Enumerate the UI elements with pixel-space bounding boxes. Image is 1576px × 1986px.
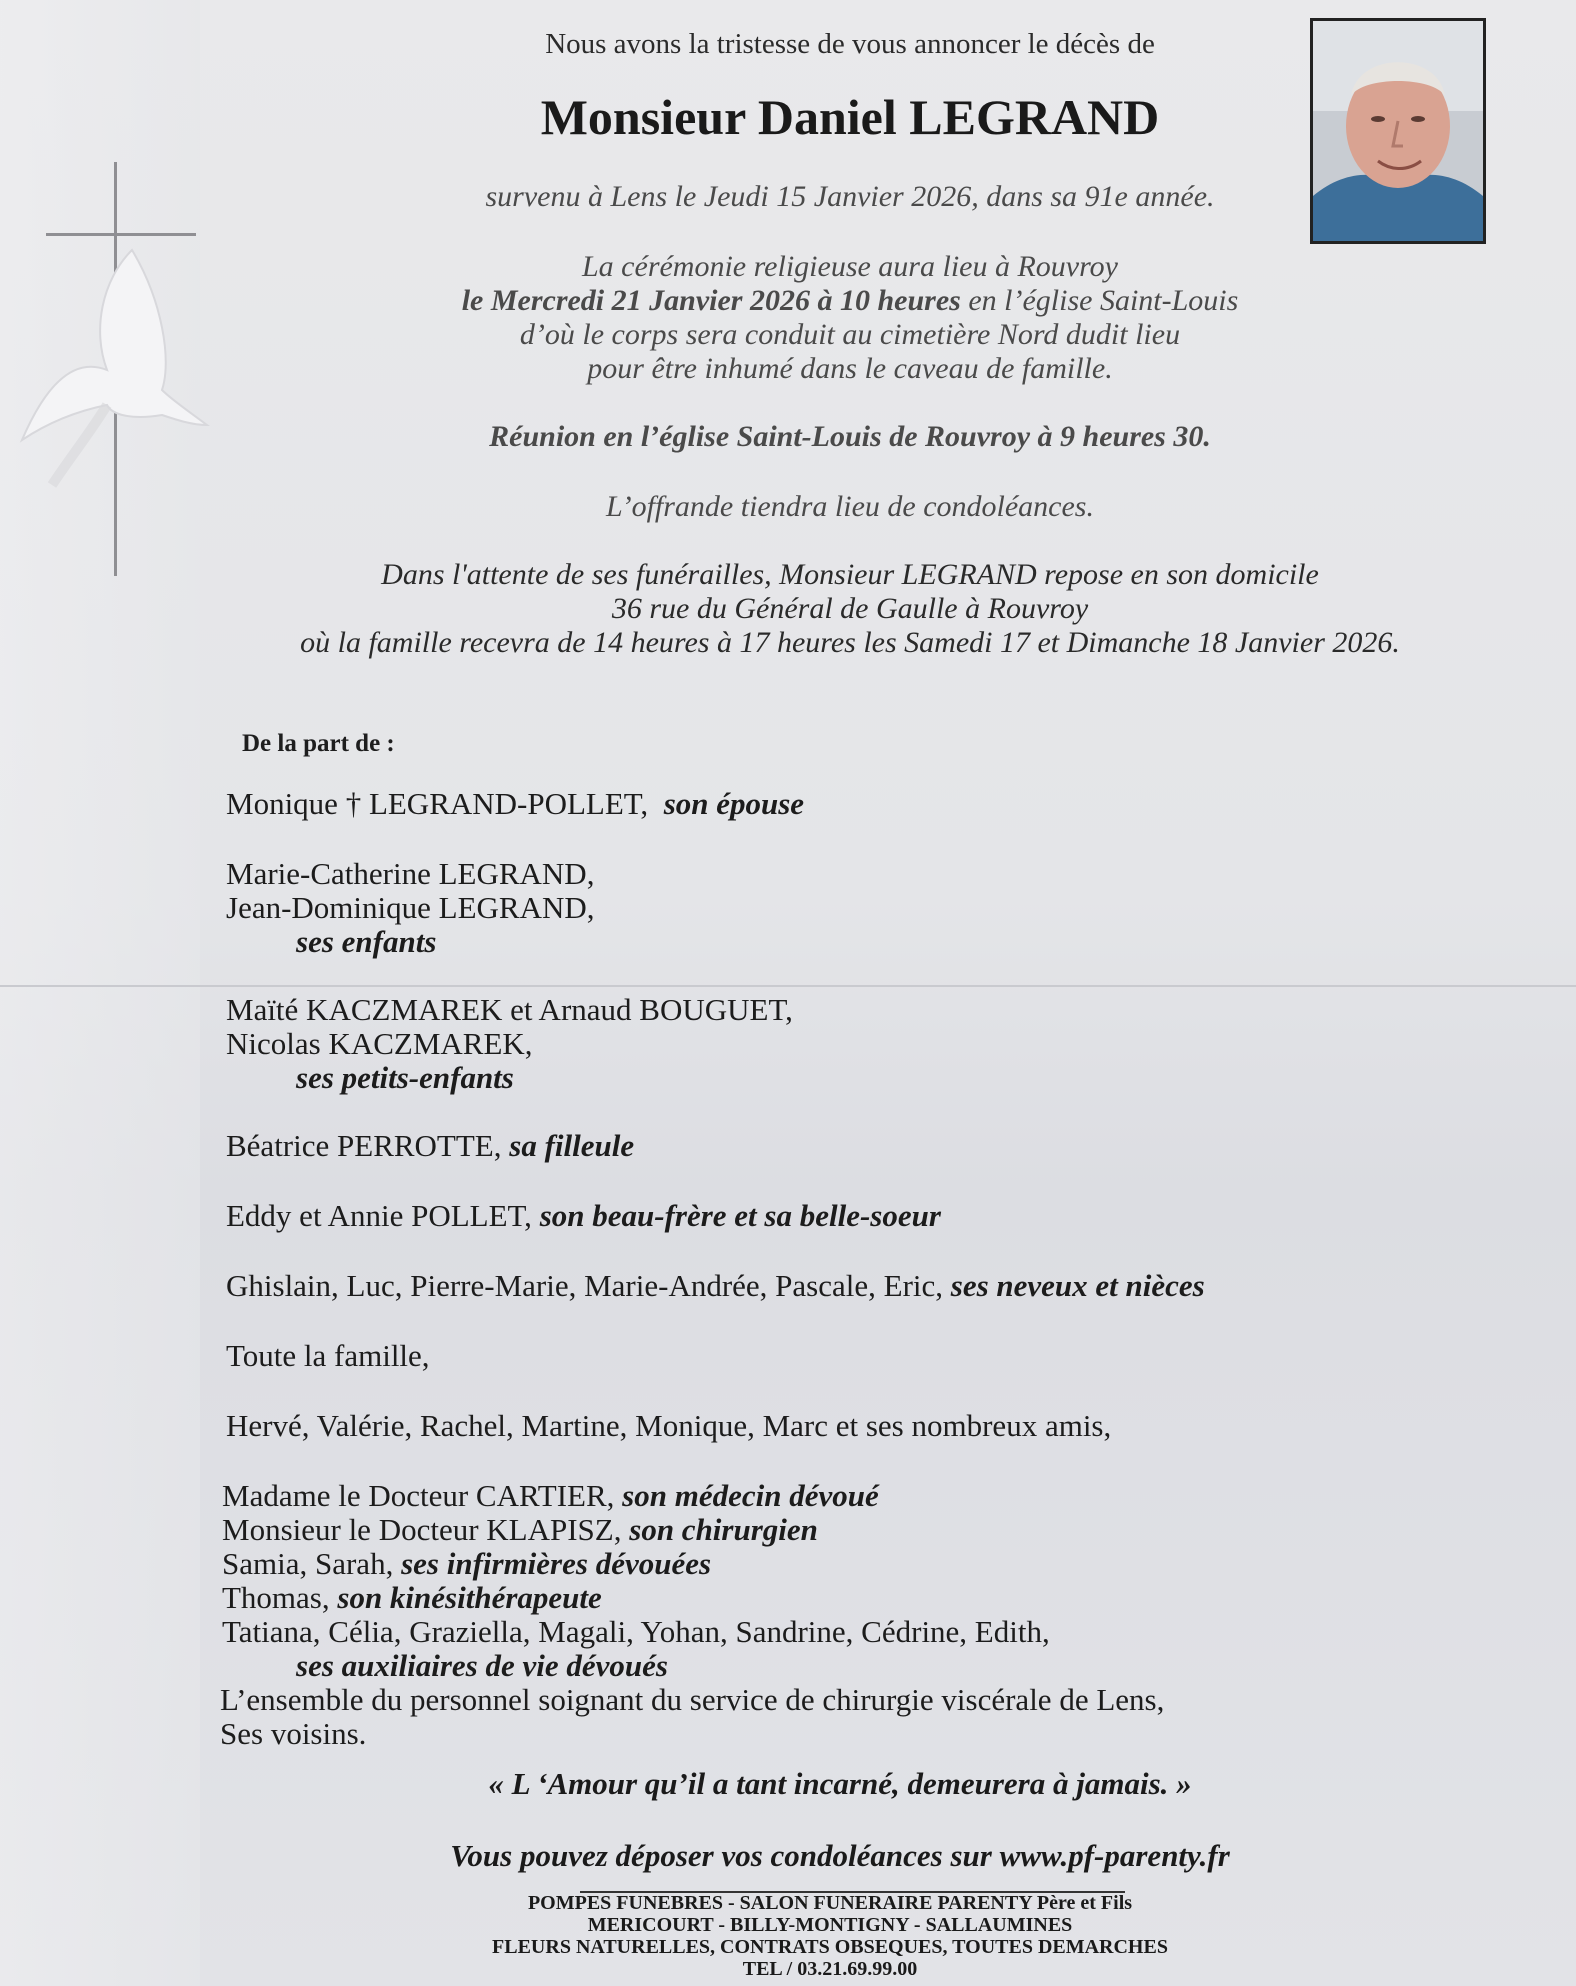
aides-line: Tatiana, Célia, Graziella, Magali, Yohan, Sandrine, Cédrine, Edith,: [222, 1614, 1050, 1649]
doctor-1-name: Madame le Docteur CARTIER,: [222, 1478, 615, 1513]
kine-name: Thomas,: [222, 1580, 330, 1615]
intro-text: Nous avons la tristesse de vous annoncer le décès de: [545, 28, 1155, 60]
attente-line-3: où la famille recevra de 14 heures à 17 heures les Samedi 17 et Dimanche 18 Janvier 2026.: [300, 626, 1400, 659]
ceremony-date: le Mercredi 21 Janvier 2026 à 10 heures: [461, 284, 961, 317]
spouse-line: [226, 786, 804, 822]
child-2: Jean-Dominique LEGRAND,: [226, 890, 595, 925]
deceased-name: Monsieur Daniel LEGRAND: [540, 89, 1160, 145]
spouse-last-name: LEGRAND-POLLET,: [361, 786, 649, 821]
cross-symbol: †: [345, 786, 362, 821]
ceremony-line-4: pour être inhumé dans le caveau de famille.: [587, 352, 1113, 385]
neighbors-line: Ses voisins.: [220, 1716, 367, 1751]
inlaws-line: [226, 1198, 941, 1234]
spouse-relation: son épouse: [663, 786, 805, 821]
aides-relation: ses auxiliaires de vie dévoués: [296, 1648, 668, 1683]
footer-line-4: TEL / 03.21.69.99.00: [742, 1958, 918, 1980]
friends-line: Hervé, Valérie, Rachel, Martine, Monique, Marc et ses nombreux amis,: [226, 1408, 1112, 1443]
paper-fold: [0, 985, 1576, 987]
grandchild-2: Nicolas KACZMAREK,: [226, 1026, 533, 1061]
godchild-line: [226, 1128, 634, 1164]
nurses-line: [222, 1546, 711, 1582]
offrande-text: L’offrande tiendra lieu de condoléances.: [606, 490, 1094, 523]
cross-bar: [46, 233, 196, 236]
nephews-line: [226, 1268, 1205, 1304]
grandchildren-relation: ses petits-enfants: [296, 1060, 514, 1095]
godchild-relation: sa filleule: [509, 1128, 635, 1163]
children-relation: ses enfants: [296, 924, 437, 959]
doctor-2-line: [222, 1512, 818, 1548]
nurses-names: Samia, Sarah,: [222, 1546, 394, 1581]
de-la-part-label: De la part de :: [242, 730, 395, 757]
doctor-2-relation: son chirurgien: [629, 1512, 818, 1547]
inlaws-names: Eddy et Annie POLLET,: [226, 1198, 532, 1233]
death-line: survenu à Lens le Jeudi 15 Janvier 2026, dans sa 91e année.: [485, 180, 1215, 213]
ceremony-line-3: d’où le corps sera conduit au cimetière Nord dudit lieu: [519, 318, 1181, 351]
nephews-names: Ghislain, Luc, Pierre-Marie, Marie-Andrée, Pascale, Eric,: [226, 1268, 944, 1303]
kine-line: [222, 1580, 602, 1616]
footer-line-1: POMPES FUNEBRES - SALON FUNERAIRE PARENTY Père et Fils: [527, 1892, 1133, 1914]
spouse-first-name: Monique: [226, 786, 338, 821]
ceremony-line-2: [200, 284, 1500, 318]
doctor-1-line: [222, 1478, 879, 1514]
condolences-text: Vous pouvez déposer vos condoléances sur www.pf-parenty.fr: [450, 1838, 1230, 1873]
doctor-2-name: Monsieur le Docteur KLAPISZ,: [222, 1512, 622, 1547]
quote-text: « L ‘Amour qu’il a tant incarné, demeurera à jamais. »: [488, 1766, 1192, 1801]
staff-line: L’ensemble du personnel soignant du service de chirurgie viscérale de Lens,: [220, 1682, 1165, 1717]
grandchild-1: Maïté KACZMAREK et Arnaud BOUGUET,: [226, 992, 793, 1027]
child-1: Marie-Catherine LEGRAND,: [226, 856, 595, 891]
attente-line-1: Dans l'attente de ses funérailles, Monsieur LEGRAND repose en son domicile: [381, 558, 1319, 591]
ceremony-church: en l’église Saint-Louis: [960, 284, 1239, 317]
doctor-1-relation: son médecin dévoué: [622, 1478, 879, 1513]
nurses-relation: ses infirmières dévouées: [401, 1546, 712, 1581]
footer-line-3: FLEURS NATURELLES, CONTRATS OBSEQUES, TOUTES DEMARCHES: [492, 1936, 1168, 1958]
footer-line-2: MERICOURT - BILLY-MONTIGNY - SALLAUMINES: [587, 1914, 1073, 1936]
attente-line-2: 36 rue du Général de Gaulle à Rouvroy: [611, 592, 1089, 625]
kine-relation: son kinésithérapeute: [337, 1580, 602, 1615]
nephews-relation: ses neveux et nièces: [950, 1268, 1205, 1303]
inlaws-relation: son beau-frère et sa belle-soeur: [539, 1198, 941, 1233]
all-family-line: Toute la famille,: [226, 1338, 430, 1373]
dove-icon: [12, 240, 212, 500]
reunion-text: Réunion en l’église Saint-Louis de Rouvroy à 9 heures 30.: [489, 420, 1211, 453]
godchild-name: Béatrice PERROTTE,: [226, 1128, 502, 1163]
ceremony-line-1: La cérémonie religieuse aura lieu à Rouvroy: [582, 250, 1118, 283]
